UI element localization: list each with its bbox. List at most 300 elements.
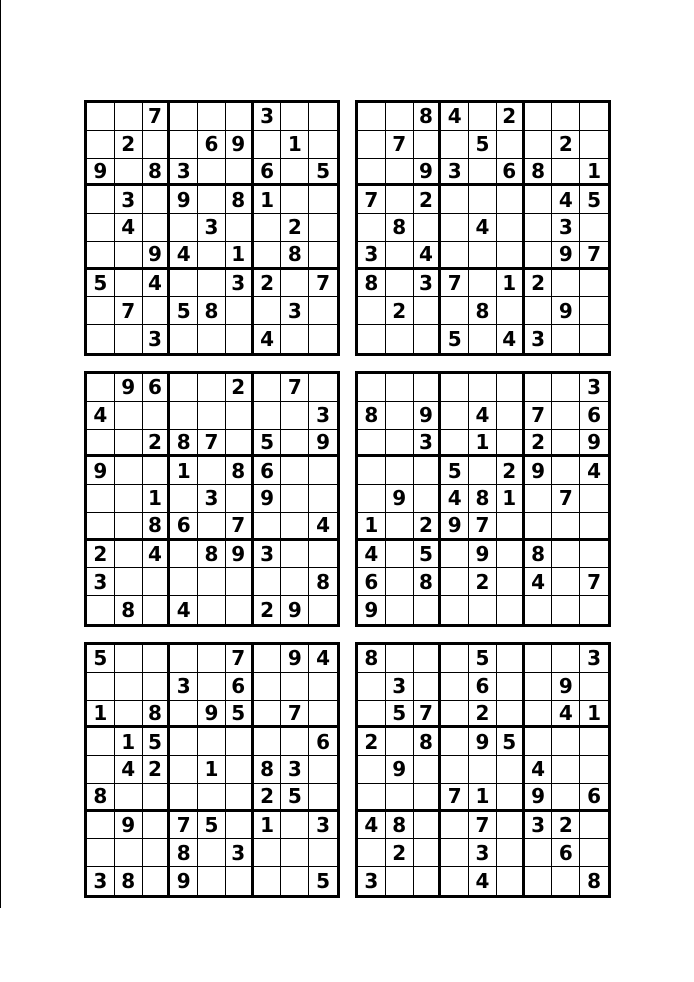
sudoku-cell[interactable] — [525, 728, 553, 756]
sudoku-cell[interactable] — [525, 867, 553, 895]
sudoku-cell[interactable] — [441, 186, 469, 214]
sudoku-cell[interactable] — [254, 645, 282, 673]
sudoku-cell[interactable] — [497, 701, 525, 729]
sudoku-cell[interactable] — [497, 596, 525, 624]
sudoku-cell[interactable] — [87, 297, 115, 325]
sudoku-cell[interactable] — [254, 867, 282, 895]
sudoku-cell[interactable] — [254, 839, 282, 867]
sudoku-cell[interactable] — [87, 131, 115, 159]
sudoku-cell[interactable] — [497, 812, 525, 840]
sudoku-cell[interactable] — [87, 186, 115, 214]
sudoku-cell[interactable] — [358, 214, 386, 242]
sudoku-cell[interactable] — [469, 242, 497, 270]
sudoku-cell[interactable] — [358, 325, 386, 353]
sudoku-cell[interactable] — [525, 297, 553, 325]
sudoku-cell[interactable] — [525, 596, 553, 624]
sudoku-cell[interactable] — [309, 596, 337, 624]
sudoku-cell[interactable] — [386, 645, 414, 673]
sudoku-cell[interactable] — [497, 541, 525, 569]
sudoku-cell[interactable] — [580, 214, 608, 242]
sudoku-cell[interactable] — [143, 784, 171, 812]
sudoku-cell[interactable] — [414, 784, 442, 812]
sudoku-cell[interactable] — [254, 402, 282, 430]
sudoku-cell[interactable] — [552, 270, 580, 298]
sudoku-cell[interactable] — [115, 270, 143, 298]
sudoku-cell[interactable] — [580, 728, 608, 756]
sudoku-cell: 4 — [525, 756, 553, 784]
sudoku-cell[interactable] — [497, 374, 525, 402]
sudoku-cell[interactable] — [441, 867, 469, 895]
sudoku-cell[interactable] — [281, 839, 309, 867]
sudoku-cell[interactable] — [281, 402, 309, 430]
sudoku-cell[interactable] — [469, 103, 497, 131]
sudoku-cell[interactable] — [87, 596, 115, 624]
sudoku-cell[interactable] — [226, 596, 254, 624]
sudoku-cell[interactable] — [552, 596, 580, 624]
sudoku-cell[interactable] — [525, 186, 553, 214]
sudoku-cell[interactable] — [497, 214, 525, 242]
sudoku-cell[interactable] — [198, 568, 226, 596]
sudoku-cell[interactable] — [198, 103, 226, 131]
sudoku-cell[interactable] — [358, 701, 386, 729]
sudoku-cell[interactable] — [281, 430, 309, 458]
sudoku-cell[interactable] — [552, 402, 580, 430]
sudoku-cell[interactable] — [281, 485, 309, 513]
sudoku-cell[interactable] — [281, 159, 309, 187]
sudoku-cell[interactable] — [580, 270, 608, 298]
sudoku-cell[interactable] — [441, 430, 469, 458]
sudoku-cell[interactable] — [358, 131, 386, 159]
sudoku-cell[interactable] — [115, 103, 143, 131]
sudoku-cell[interactable] — [552, 756, 580, 784]
sudoku-cell[interactable] — [143, 839, 171, 867]
sudoku-cell[interactable] — [170, 701, 198, 729]
sudoku-cell[interactable] — [386, 596, 414, 624]
sudoku-cell[interactable] — [580, 513, 608, 541]
sudoku-cell[interactable] — [386, 728, 414, 756]
sudoku-cell[interactable] — [358, 673, 386, 701]
sudoku-cell[interactable] — [226, 159, 254, 187]
sudoku-cell[interactable] — [115, 402, 143, 430]
sudoku-cell[interactable] — [281, 673, 309, 701]
sudoku-cell[interactable] — [281, 270, 309, 298]
sudoku-cell[interactable] — [358, 103, 386, 131]
sudoku-cell[interactable] — [525, 485, 553, 513]
sudoku-cell[interactable] — [87, 839, 115, 867]
sudoku-cell[interactable] — [226, 728, 254, 756]
sudoku-cell[interactable] — [414, 812, 442, 840]
sudoku-cell[interactable] — [497, 645, 525, 673]
sudoku-cell[interactable] — [115, 485, 143, 513]
sudoku-cell[interactable] — [170, 325, 198, 353]
sudoku-cell[interactable] — [254, 297, 282, 325]
sudoku-cell[interactable] — [87, 103, 115, 131]
sudoku-cell[interactable] — [358, 756, 386, 784]
sudoku-cell[interactable] — [525, 673, 553, 701]
sudoku-cell[interactable] — [414, 645, 442, 673]
sudoku-cell[interactable] — [525, 513, 553, 541]
sudoku-cell: 9 — [226, 541, 254, 569]
sudoku-cell[interactable] — [552, 103, 580, 131]
sudoku-cell[interactable] — [358, 485, 386, 513]
sudoku-cell[interactable] — [281, 812, 309, 840]
sudoku-cell[interactable] — [143, 297, 171, 325]
sudoku-cell[interactable] — [386, 430, 414, 458]
sudoku-cell[interactable] — [254, 728, 282, 756]
sudoku-cell: 7 — [281, 701, 309, 729]
sudoku-cell[interactable] — [254, 568, 282, 596]
sudoku-cell[interactable] — [87, 673, 115, 701]
sudoku-cell[interactable] — [552, 867, 580, 895]
sudoku-cell[interactable] — [309, 374, 337, 402]
sudoku-cell[interactable] — [170, 103, 198, 131]
sudoku-cell[interactable] — [414, 131, 442, 159]
sudoku-cell[interactable] — [198, 839, 226, 867]
sudoku-cell[interactable] — [226, 485, 254, 513]
sudoku-cell[interactable] — [281, 568, 309, 596]
sudoku-cell[interactable] — [198, 402, 226, 430]
sudoku-cell[interactable] — [552, 568, 580, 596]
sudoku-cell[interactable] — [414, 457, 442, 485]
sudoku-cell[interactable] — [386, 270, 414, 298]
sudoku-cell[interactable] — [309, 297, 337, 325]
sudoku-cell[interactable] — [170, 270, 198, 298]
sudoku-cell[interactable] — [115, 784, 143, 812]
sudoku-cell[interactable] — [198, 513, 226, 541]
sudoku-cell[interactable] — [226, 325, 254, 353]
sudoku-cell[interactable] — [143, 673, 171, 701]
sudoku-cell[interactable] — [552, 374, 580, 402]
sudoku-cell[interactable] — [469, 325, 497, 353]
sudoku-cell[interactable] — [358, 430, 386, 458]
sudoku-cell[interactable] — [441, 701, 469, 729]
sudoku-cell[interactable] — [386, 867, 414, 895]
sudoku-cell[interactable] — [386, 457, 414, 485]
sudoku-cell[interactable] — [115, 242, 143, 270]
sudoku-cell[interactable] — [309, 839, 337, 867]
sudoku-cell[interactable] — [386, 402, 414, 430]
sudoku-cell[interactable] — [441, 242, 469, 270]
sudoku-cell[interactable] — [115, 513, 143, 541]
sudoku-cell[interactable] — [170, 485, 198, 513]
sudoku-cell[interactable] — [226, 568, 254, 596]
sudoku-cell[interactable] — [497, 568, 525, 596]
sudoku-cell[interactable] — [580, 812, 608, 840]
sudoku-cell[interactable] — [552, 784, 580, 812]
sudoku-cell[interactable] — [525, 242, 553, 270]
sudoku-cell[interactable] — [309, 242, 337, 270]
sudoku-cell[interactable] — [226, 867, 254, 895]
sudoku-cell: 9 — [170, 186, 198, 214]
sudoku-cell[interactable] — [469, 270, 497, 298]
sudoku-cell[interactable] — [580, 541, 608, 569]
sudoku-cell[interactable] — [309, 457, 337, 485]
sudoku-cell[interactable] — [254, 513, 282, 541]
sudoku-cell[interactable] — [414, 374, 442, 402]
sudoku-cell[interactable] — [414, 756, 442, 784]
sudoku-cell[interactable] — [358, 457, 386, 485]
sudoku-cell[interactable] — [414, 867, 442, 895]
sudoku-cell[interactable] — [170, 645, 198, 673]
sudoku-cell[interactable] — [143, 214, 171, 242]
sudoku-cell[interactable] — [441, 812, 469, 840]
sudoku-cell[interactable] — [580, 596, 608, 624]
sudoku-cell[interactable] — [441, 756, 469, 784]
sudoku-cell[interactable] — [87, 214, 115, 242]
sudoku-cell[interactable] — [580, 297, 608, 325]
sudoku-cell[interactable] — [552, 457, 580, 485]
sudoku-cell[interactable] — [358, 297, 386, 325]
sudoku-cell[interactable] — [254, 214, 282, 242]
sudoku-cell: 8 — [254, 756, 282, 784]
sudoku-cell[interactable] — [469, 186, 497, 214]
sudoku-cell[interactable] — [115, 541, 143, 569]
sudoku-cell[interactable] — [497, 297, 525, 325]
sudoku-cell[interactable] — [226, 430, 254, 458]
sudoku-cell[interactable] — [497, 402, 525, 430]
sudoku-cell[interactable] — [580, 103, 608, 131]
sudoku-cell[interactable] — [115, 457, 143, 485]
sudoku-cell[interactable] — [441, 214, 469, 242]
sudoku-cell[interactable] — [386, 159, 414, 187]
sudoku-cell[interactable] — [115, 673, 143, 701]
sudoku-cell[interactable] — [170, 784, 198, 812]
sudoku-cell[interactable] — [497, 513, 525, 541]
sudoku-cell[interactable] — [281, 457, 309, 485]
sudoku-cell[interactable] — [525, 701, 553, 729]
sudoku-cell[interactable] — [469, 596, 497, 624]
sudoku-cell[interactable] — [309, 673, 337, 701]
sudoku-cell[interactable] — [198, 186, 226, 214]
sudoku-cell[interactable] — [226, 103, 254, 131]
sudoku-cell[interactable] — [143, 131, 171, 159]
sudoku-cell[interactable] — [525, 839, 553, 867]
sudoku-cell[interactable] — [226, 214, 254, 242]
sudoku-cell[interactable] — [441, 297, 469, 325]
sudoku-cell[interactable] — [497, 131, 525, 159]
sudoku-cell[interactable] — [87, 728, 115, 756]
sudoku-cell[interactable] — [552, 430, 580, 458]
sudoku-cell[interactable] — [441, 596, 469, 624]
sudoku-cell[interactable] — [87, 756, 115, 784]
sudoku-cell[interactable] — [469, 159, 497, 187]
sudoku-cell[interactable] — [497, 186, 525, 214]
sudoku-cell[interactable] — [386, 784, 414, 812]
sudoku-cell[interactable] — [414, 325, 442, 353]
sudoku-cell[interactable] — [309, 325, 337, 353]
sudoku-cell[interactable] — [281, 541, 309, 569]
sudoku-cell[interactable] — [170, 728, 198, 756]
sudoku-cell[interactable] — [226, 812, 254, 840]
sudoku-cell: 4 — [358, 812, 386, 840]
sudoku-cell[interactable] — [497, 242, 525, 270]
sudoku-cell[interactable] — [497, 673, 525, 701]
sudoku-cell[interactable] — [309, 214, 337, 242]
sudoku-cell[interactable] — [254, 242, 282, 270]
sudoku-cell[interactable] — [525, 214, 553, 242]
sudoku-cell[interactable] — [254, 701, 282, 729]
sudoku-cell[interactable] — [552, 541, 580, 569]
sudoku-cell[interactable] — [414, 297, 442, 325]
sudoku-cell[interactable] — [358, 159, 386, 187]
sudoku-cell[interactable] — [115, 159, 143, 187]
sudoku-cell[interactable] — [170, 568, 198, 596]
sudoku-cell[interactable] — [386, 374, 414, 402]
sudoku-cell[interactable] — [198, 673, 226, 701]
sudoku-cell[interactable] — [226, 297, 254, 325]
sudoku-cell[interactable] — [198, 784, 226, 812]
sudoku-cell[interactable] — [525, 103, 553, 131]
sudoku-cell[interactable] — [143, 568, 171, 596]
sudoku-cell[interactable] — [525, 131, 553, 159]
sudoku-cell[interactable] — [497, 756, 525, 784]
sudoku-cell[interactable] — [170, 756, 198, 784]
sudoku-cell[interactable] — [386, 186, 414, 214]
sudoku-cell[interactable] — [441, 645, 469, 673]
sudoku-cell[interactable] — [87, 325, 115, 353]
sudoku-cell[interactable] — [281, 728, 309, 756]
sudoku-cell[interactable] — [115, 701, 143, 729]
sudoku-cell[interactable] — [115, 839, 143, 867]
sudoku-cell[interactable] — [552, 325, 580, 353]
sudoku-cell[interactable] — [386, 103, 414, 131]
sudoku-cell[interactable] — [170, 214, 198, 242]
sudoku-cell[interactable] — [414, 839, 442, 867]
sudoku-cell[interactable] — [580, 131, 608, 159]
sudoku-cell[interactable] — [525, 374, 553, 402]
sudoku-cell[interactable] — [309, 186, 337, 214]
sudoku-cell[interactable] — [87, 242, 115, 270]
sudoku-cell[interactable] — [309, 701, 337, 729]
sudoku-cell[interactable] — [115, 645, 143, 673]
sudoku-cell[interactable] — [497, 839, 525, 867]
sudoku-cell[interactable] — [414, 214, 442, 242]
sudoku-cell[interactable] — [198, 270, 226, 298]
sudoku-cell[interactable] — [87, 430, 115, 458]
sudoku-cell[interactable] — [580, 756, 608, 784]
sudoku-cell[interactable] — [469, 374, 497, 402]
sudoku-cell[interactable] — [580, 839, 608, 867]
sudoku-cell[interactable] — [281, 867, 309, 895]
sudoku-cell[interactable] — [469, 457, 497, 485]
sudoku-cell[interactable] — [497, 784, 525, 812]
sudoku-cell[interactable] — [386, 242, 414, 270]
sudoku-cell[interactable] — [143, 457, 171, 485]
sudoku-cell[interactable] — [386, 513, 414, 541]
sudoku-cell[interactable] — [441, 374, 469, 402]
sudoku-cell[interactable] — [254, 673, 282, 701]
sudoku-cell[interactable] — [87, 812, 115, 840]
sudoku-cell[interactable] — [358, 839, 386, 867]
sudoku-cell[interactable] — [309, 541, 337, 569]
sudoku-cell[interactable] — [198, 596, 226, 624]
sudoku-cell[interactable] — [525, 645, 553, 673]
sudoku-cell[interactable] — [441, 673, 469, 701]
sudoku-cell[interactable] — [115, 568, 143, 596]
sudoku-cell[interactable] — [226, 784, 254, 812]
sudoku-cell[interactable] — [143, 645, 171, 673]
sudoku-cell[interactable] — [309, 784, 337, 812]
sudoku-cell[interactable] — [87, 374, 115, 402]
sudoku-cell[interactable] — [143, 812, 171, 840]
sudoku-cell[interactable] — [170, 402, 198, 430]
sudoku-cell[interactable] — [87, 513, 115, 541]
sudoku-cell[interactable] — [580, 325, 608, 353]
sudoku-cell[interactable] — [198, 374, 226, 402]
sudoku-cell[interactable] — [170, 131, 198, 159]
sudoku-cell[interactable] — [281, 325, 309, 353]
sudoku-cell[interactable] — [552, 645, 580, 673]
sudoku-cell[interactable] — [552, 513, 580, 541]
sudoku-cell[interactable] — [386, 568, 414, 596]
sudoku-cell[interactable] — [358, 374, 386, 402]
sudoku-cell[interactable] — [226, 402, 254, 430]
sudoku-cell[interactable] — [198, 242, 226, 270]
sudoku-cell[interactable] — [198, 457, 226, 485]
sudoku-cell[interactable] — [441, 541, 469, 569]
sudoku-cell[interactable] — [441, 728, 469, 756]
sudoku-cell[interactable] — [386, 541, 414, 569]
sudoku-cell[interactable] — [414, 673, 442, 701]
sudoku-cell[interactable] — [115, 430, 143, 458]
sudoku-cell[interactable] — [143, 186, 171, 214]
sudoku-cell[interactable] — [497, 430, 525, 458]
sudoku-cell[interactable] — [143, 596, 171, 624]
sudoku-cell[interactable] — [441, 402, 469, 430]
sudoku-cell[interactable] — [254, 374, 282, 402]
sudoku-cell[interactable] — [170, 541, 198, 569]
sudoku-cell[interactable] — [198, 325, 226, 353]
sudoku-cell[interactable] — [254, 131, 282, 159]
sudoku-cell: 8 — [358, 645, 386, 673]
sudoku-cell[interactable] — [143, 402, 171, 430]
sudoku-cell[interactable] — [309, 485, 337, 513]
sudoku-cell[interactable] — [497, 867, 525, 895]
sudoku-cell: 3 — [170, 673, 198, 701]
sudoku-cell[interactable] — [441, 839, 469, 867]
sudoku-cell[interactable] — [87, 485, 115, 513]
sudoku-cell[interactable] — [414, 485, 442, 513]
sudoku-cell[interactable] — [552, 159, 580, 187]
sudoku-cell[interactable] — [281, 103, 309, 131]
sudoku-cell[interactable] — [281, 186, 309, 214]
sudoku-cell[interactable] — [414, 596, 442, 624]
sudoku-cell[interactable] — [441, 568, 469, 596]
sudoku-cell[interactable] — [358, 784, 386, 812]
sudoku-cell[interactable] — [115, 325, 143, 353]
sudoku-cell[interactable] — [580, 485, 608, 513]
sudoku-cell[interactable] — [309, 756, 337, 784]
sudoku-cell[interactable] — [441, 131, 469, 159]
sudoku-cell: 9 — [552, 297, 580, 325]
sudoku-cell: 2 — [469, 568, 497, 596]
sudoku-cell[interactable] — [198, 867, 226, 895]
sudoku-cell[interactable] — [226, 756, 254, 784]
sudoku-cell[interactable] — [580, 673, 608, 701]
sudoku-grid-2 — [355, 100, 611, 356]
sudoku-cell[interactable] — [281, 513, 309, 541]
sudoku-cell[interactable] — [386, 325, 414, 353]
sudoku-cell[interactable] — [552, 728, 580, 756]
sudoku-cell[interactable] — [469, 756, 497, 784]
sudoku-cell[interactable] — [309, 103, 337, 131]
sudoku-cell[interactable] — [170, 374, 198, 402]
sudoku-cell[interactable] — [198, 728, 226, 756]
sudoku-cell[interactable] — [198, 159, 226, 187]
sudoku-cell[interactable] — [198, 645, 226, 673]
sudoku-cell[interactable] — [309, 131, 337, 159]
sudoku-cell[interactable] — [143, 867, 171, 895]
